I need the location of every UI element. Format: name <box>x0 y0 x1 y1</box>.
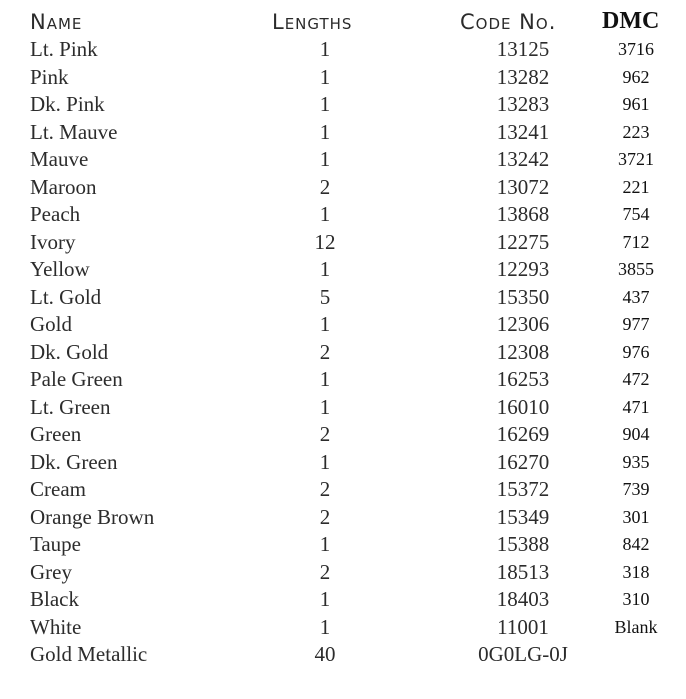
cell-lengths: 40 <box>314 642 336 666</box>
table-row <box>0 284 686 312</box>
cell-name: White <box>30 614 82 639</box>
cell-name: Pink <box>30 64 69 89</box>
table-row <box>0 614 686 642</box>
table-row <box>0 36 686 64</box>
cell-name: Taupe <box>30 532 82 556</box>
cell-lengths: 1 <box>319 394 331 419</box>
cell-lengths: 5 <box>319 284 331 309</box>
header-name: Name <box>30 10 83 34</box>
cell-code: 0G0LG-0J <box>478 642 568 666</box>
table-row <box>0 229 686 257</box>
cell-code: 13242 <box>496 147 550 171</box>
table-row <box>0 201 686 229</box>
table-row <box>0 64 686 92</box>
table-row <box>0 641 686 669</box>
table-row <box>0 146 686 174</box>
table-row <box>0 311 686 339</box>
cell-name: Lt. Gold <box>30 284 102 309</box>
cell-code: 12275 <box>496 229 550 254</box>
header-lengths: Lengths <box>272 10 353 34</box>
cell-lengths: 2 <box>319 504 331 529</box>
cell-name: Lt. Pink <box>30 37 98 61</box>
cell-dmc: Blank <box>614 616 658 637</box>
cell-code: 13241 <box>496 119 550 144</box>
cell-code: 16270 <box>496 449 550 474</box>
cell-dmc: 3855 <box>618 259 654 279</box>
cell-lengths: 2 <box>319 174 331 199</box>
cell-name: Ivory <box>30 229 76 254</box>
cell-dmc: 223 <box>622 121 650 142</box>
cell-lengths: 1 <box>319 119 331 144</box>
cell-dmc: 961 <box>622 94 650 114</box>
cell-lengths: 2 <box>319 559 331 584</box>
cell-code: 12293 <box>496 257 550 281</box>
cell-lengths: 1 <box>319 202 331 226</box>
table-row <box>0 531 686 559</box>
cell-name: Green <box>30 422 82 446</box>
cell-lengths: 1 <box>319 532 331 556</box>
cell-lengths: 12 <box>314 229 336 254</box>
cell-code: 15372 <box>496 477 550 501</box>
table-row <box>0 504 686 532</box>
cell-lengths: 1 <box>319 367 331 391</box>
header-code-no: Code No. <box>460 10 557 34</box>
cell-lengths: 1 <box>319 147 331 171</box>
cell-name: Peach <box>30 202 81 226</box>
cell-dmc: 310 <box>622 589 650 609</box>
cell-name: Mauve <box>30 147 89 171</box>
cell-dmc: 904 <box>622 424 650 444</box>
cell-dmc: 437 <box>622 286 650 307</box>
cell-code: 13125 <box>496 37 550 61</box>
cell-lengths: 1 <box>319 37 331 61</box>
cell-name: Dk. Gold <box>30 339 109 364</box>
cell-code: 11001 <box>497 614 549 639</box>
cell-name: Gold Metallic <box>30 642 148 666</box>
table-row <box>0 421 686 449</box>
cell-code: 16269 <box>496 422 550 446</box>
cell-name: Maroon <box>30 174 97 199</box>
cell-dmc: 739 <box>622 479 650 499</box>
cell-code: 15349 <box>496 504 550 529</box>
cell-name: Black <box>30 587 79 611</box>
cell-dmc: 962 <box>622 66 650 87</box>
cell-name: Dk. Green <box>30 449 118 474</box>
cell-code: 15388 <box>496 532 550 556</box>
cell-dmc: 3721 <box>618 149 654 169</box>
cell-code: 18513 <box>496 559 550 584</box>
cell-dmc: 221 <box>622 176 650 197</box>
table-row <box>0 476 686 504</box>
table-body <box>0 36 686 669</box>
cell-name: Pale Green <box>30 367 123 391</box>
cell-lengths: 2 <box>319 422 331 446</box>
cell-dmc: 976 <box>622 341 650 362</box>
cell-lengths: 1 <box>319 587 331 611</box>
table-row <box>0 256 686 284</box>
cell-lengths: 2 <box>319 477 331 501</box>
cell-code: 12306 <box>496 312 550 336</box>
cell-dmc: 471 <box>622 396 650 417</box>
cell-name: Cream <box>30 477 86 501</box>
cell-code: 13283 <box>496 92 550 116</box>
table-row <box>0 174 686 202</box>
cell-code: 12308 <box>496 339 550 364</box>
cell-dmc: 3716 <box>618 39 654 59</box>
cell-lengths: 1 <box>319 92 331 116</box>
cell-dmc: 754 <box>622 204 650 224</box>
cell-lengths: 1 <box>319 64 331 89</box>
cell-code: 13868 <box>496 202 550 226</box>
cell-lengths: 2 <box>319 339 331 364</box>
cell-code: 16010 <box>496 394 550 419</box>
cell-name: Orange Brown <box>30 504 155 529</box>
table-row <box>0 559 686 587</box>
cell-lengths: 1 <box>319 614 331 639</box>
cell-code: 15350 <box>496 284 550 309</box>
cell-lengths: 1 <box>319 312 331 336</box>
cell-code: 13282 <box>496 64 550 89</box>
table-row <box>0 119 686 147</box>
cell-dmc: 935 <box>622 451 650 472</box>
table-row <box>0 449 686 477</box>
cell-lengths: 1 <box>319 257 331 281</box>
cell-name: Lt. Green <box>30 394 111 419</box>
table-row <box>0 339 686 367</box>
table-row <box>0 586 686 614</box>
cell-lengths: 1 <box>319 449 331 474</box>
cell-dmc: 301 <box>622 506 650 527</box>
cell-code: 18403 <box>496 587 550 611</box>
table-row <box>0 394 686 422</box>
cell-name: Dk. Pink <box>30 92 105 116</box>
cell-dmc: 842 <box>622 534 650 554</box>
cell-dmc: 712 <box>622 231 650 252</box>
header-dmc: DMC <box>602 8 660 34</box>
cell-name: Grey <box>30 559 72 584</box>
cell-dmc: 472 <box>622 369 650 389</box>
cell-code: 13072 <box>496 174 550 199</box>
table-row <box>0 91 686 119</box>
table-row <box>0 366 686 394</box>
cell-dmc: 977 <box>622 314 650 334</box>
cell-name: Lt. Mauve <box>30 119 118 144</box>
cell-code: 16253 <box>496 367 550 391</box>
cell-dmc: 318 <box>622 561 650 582</box>
cell-name: Gold <box>30 312 72 336</box>
cell-name: Yellow <box>30 257 90 281</box>
